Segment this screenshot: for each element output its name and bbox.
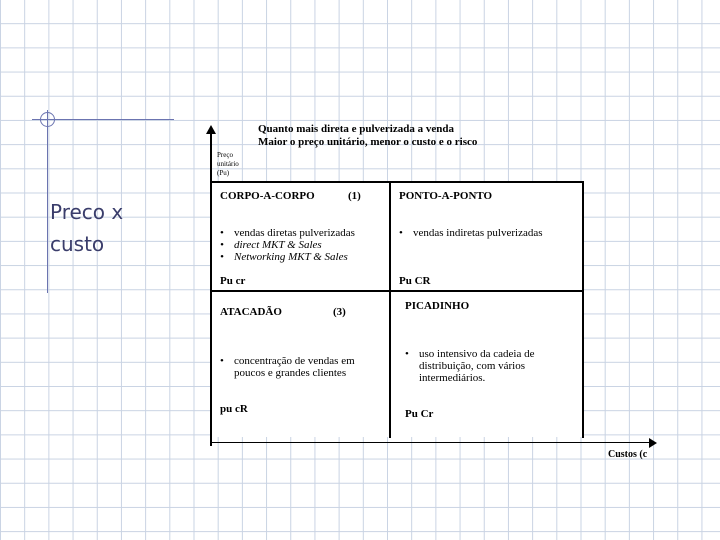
bullet: • concentração de vendas em poucos e grandes clientes — [220, 355, 385, 379]
y-axis-label: Preço unitário (Pu) — [217, 151, 239, 177]
x-axis — [210, 442, 650, 443]
bullet: • Networking MKT & Sales — [220, 251, 355, 263]
quadrant-2-title: PONTO-A-PONTO — [399, 190, 493, 202]
quadrant-1-title: CORPO-A-CORPO — [220, 190, 315, 202]
circle-ornament — [40, 112, 55, 127]
y-axis-arrow-icon — [206, 125, 216, 134]
quadrant-1-number: (1) — [348, 190, 361, 202]
quadrant-1-bullets — [220, 227, 355, 263]
diagram-heading-1: Quanto mais direta e pulverizada a venda — [258, 123, 454, 135]
quadrant-3-footer: pu cR — [220, 403, 248, 415]
x-axis-label: Custos (c — [608, 449, 648, 460]
x-axis-arrow-icon — [649, 438, 657, 448]
slide-title: Preco x custo — [50, 200, 124, 256]
box-center-divider — [389, 181, 391, 438]
quadrant-1-footer: Pu cr — [220, 275, 246, 287]
quadrant-4-bullets — [405, 348, 565, 384]
bullet: • vendas diretas pulverizadas — [220, 227, 355, 239]
box-right — [582, 181, 584, 438]
bullet: • uso intensivo da cadeia de distribuição, com vários intermediários. — [405, 348, 565, 384]
quadrant-2-footer: Pu CR — [399, 275, 431, 287]
title-vertical-rule — [47, 110, 48, 293]
diagram-heading-2: Maior o preço unitário, menor o custo e o risco — [258, 136, 478, 148]
bullet: • direct MKT & Sales — [220, 239, 355, 251]
quadrant-3-bullets — [220, 355, 385, 379]
box-middle — [211, 290, 584, 292]
box-top — [211, 181, 584, 183]
bullet: • vendas indiretas pulverizadas — [399, 227, 543, 239]
quadrant-4-title: PICADINHO — [405, 300, 470, 312]
quadrant-2-bullets — [399, 227, 543, 239]
y-axis — [210, 132, 212, 446]
quadrant-3-title: ATACADÃO — [220, 306, 282, 318]
quadrant-3-number: (3) — [333, 306, 346, 318]
quadrant-4-footer: Pu Cr — [405, 408, 434, 420]
